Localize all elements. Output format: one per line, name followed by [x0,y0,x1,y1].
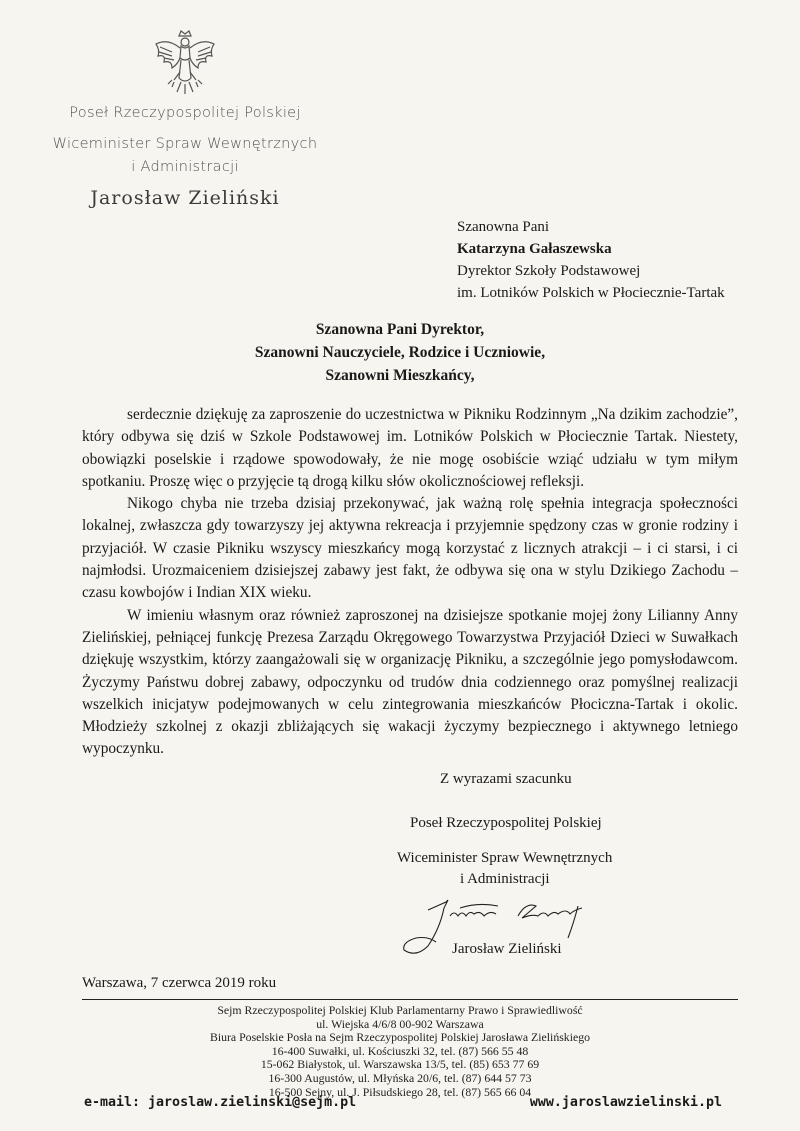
recipient-line-3: Dyrektor Szkoły Podstawowej [457,263,641,279]
closing-name: Jarosław Zieliński [452,941,562,957]
footer-line: Sejm Rzeczypospolitej Polskiej Klub Parlamentarny Prawo i Sprawiedliwość [217,1003,583,1017]
polish-eagle-icon [150,28,220,98]
closing-regards: Z wyrazami szacunku [440,771,572,787]
footer-line: 16-300 Augustów, ul. Młyńska 20/6, tel. (87) 644 57 73 [268,1070,532,1085]
letterhead-line-1: Poseł Rzeczypospolitej Polskiej [69,105,301,121]
recipient-line-4: im. Lotników Polskich w Płociecznie-Tartak [457,285,725,301]
letterhead-line-3: i Administracji [131,159,239,175]
place-date: Warszawa, 7 czerwca 2019 roku [82,975,277,991]
footer-line: 16-400 Suwałki, ul. Kościuszki 32, tel. (87) 566 55 48 [271,1043,529,1058]
closing-title-3: i Administracji [460,871,550,887]
salutation-line-1: Szanowna Pani Dyrektor, [315,321,485,338]
letterhead-line-2: Wiceminister Spraw Wewnętrznych [52,136,318,152]
footer-line: ul. Wiejska 4/6/8 00-902 Warszawa [316,1016,484,1031]
footer-line: 16-500 Sejny, ul. J. Piłsudskiego 28, tel. (87) 565 66 04 [268,1084,532,1099]
recipient-name: Katarzyna Gałaszewska [457,241,612,257]
body-paragraph-1: serdecznie dziękuję za zaproszenie do uczestnictwa w Pikniku Rodzinnym „Na dzikim zachodzie”, który odbywa się dziś w Szkole Podstawowej im. Lotników Polskich w Płociecznie Tartak. Niestety, obowiązki poselskie i rządowe spowodowały, że nie mogę osobiście wziąć udziału w tym miłym spotkaniu. Proszę więc o przyjęcie tą drogą kilku słów okolicznościowej refleksji. [82,406,738,490]
recipient-address [457,216,725,304]
closing-title-2: Wiceminister Spraw Wewnętrznych [397,850,613,866]
letterhead-name: Jarosław Zieliński [90,187,280,209]
body-paragraph-2: Nikogo chyba nie trzeba dzisiaj przekonywać, jak ważną rolę spełnia integracja społeczności lokalnej, zwłaszcza gdy towarzyszy jej aktywna rekreacja i przyjemnie spędzony czas w gronie rodziny i przyjaciół. W czasie Pikniku wszyscy mieszkańcy mogą korzystać z licznych atrakcji – i ci starsi, i ci najmłodsi. Urozmaiceniem dzisiejszej zabawy jest fakt, że odbywa się ona w stylu Dzikiego Zachodu – czasu kowbojów i Indian XIX wieku. [82,495,738,602]
closing-title-1: Poseł Rzeczypospolitej Polskiej [410,815,602,831]
salutation-line-2: Szanowni Nauczyciele, Rodzice i Uczniowie, [254,344,546,361]
footer-line: Biura Poselskie Posła na Sejm Rzeczypospolitej Polskiej Jarosława Zielińskiego [209,1030,591,1045]
footer-address-block [0,1004,800,1099]
body-paragraph-3: W imieniu własnym oraz również zaproszonej na dzisiejsze spotkanie mojej żony Lilianny Anny Zielińskiej, pełniącej funkcję Prezesa Zarządu Okręgowego Towarzystwa Przyjaciół Dzieci w Suwałkach dziękuję wszystkim, którzy zaangażowali się w organizację Pikniku, a szczególnie jego pomysłodawcom. Życzymy Państwu dobrej zabawy, odpoczynku od trudów dnia codziennego oraz pomyślnej realizacji wszelkich inicjatyw podejmowanych w celu zintegrowania mieszkańców Płociczna-Tartak i okolic. Młodzieży szkolnej z okazji zbliżających się wakacji życzymy bezpiecznego i aktywnego letniego wypoczynku. [82,606,738,758]
footer-line: 15-062 Białystok, ul. Warszawska 13/5, tel. (85) 653 77 69 [260,1057,540,1072]
recipient-line-1: Szanowna Pani [457,219,550,235]
footer-email: e-mail: jaroslaw.zielinski@sejm.pl [84,1095,357,1110]
salutation-line-3: Szanowni Mieszkańcy, [325,367,475,384]
letter-body [82,404,738,761]
footer-divider [82,999,738,1000]
footer-website: www.jaroslawzielinski.pl [529,1095,722,1110]
